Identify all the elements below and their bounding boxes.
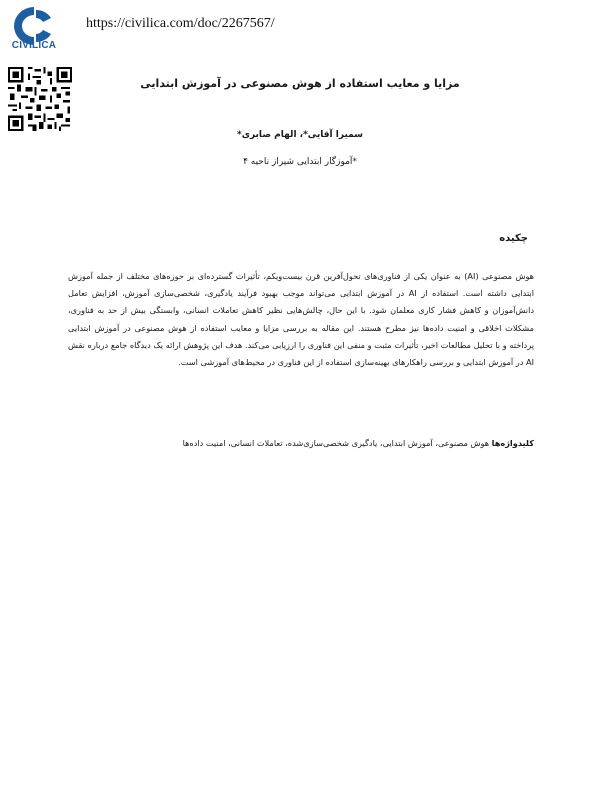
- paper-title: مزایا و معایب استفاده از هوش مصنوعی در آموزش ابتدایی: [140, 77, 460, 90]
- author-affiliation: *آموزگار ابتدایی شیراز ناحیه ۴: [243, 157, 357, 167]
- abstract-heading: چکیده: [499, 233, 528, 244]
- keywords-list: هوش مصنوعی، آموزش ابتدایی، یادگیری شخصی‌سازی‌شده، تعاملات انسانی، امنیت داده‌ها: [182, 438, 492, 448]
- abstract-text: هوش مصنوعی (AI) به عنوان یکی از فناوری‌های تحول‌آفرین قرن بیست‌ویکم، تأثیرات گسترده‌ای بر حوزه‌های مختلف از جمله آموزش ابتدایی داشته است. استفاده از AI در آموزش ابتدایی می‌تواند موجب بهبود فرآیند یادگیری، شخصی‌سازی آموزش، افزایش تعامل دانش‌آموزان و کاهش فشار کاری معلمان شود. با این حال، چالش‌هایی نظیر کاهش تعاملات انسانی، وابستگی بیش از حد به فناوری، مشکلات اخلاقی و امنیت داده‌ها نیز مطرح هستند. این مقاله به بررسی مزایا و معایب استفاده از هوش مصنوعی در آموزش ابتدایی پرداخته و با تحلیل مطالعات اخیر، تأثیرات مثبت و منفی این فناوری را ارزیابی می‌کند. هدف این پژوهش ارائه یک دیدگاه جامع درباره نقش AI در آموزش ابتدایی و بررسی راهکارهای بهینه‌سازی استفاده از این فناوری در محیط‌های آموزشی است.: [68, 271, 534, 368]
- document-url[interactable]: https://civilica.com/doc/2267567/: [86, 16, 275, 31]
- keywords: [68, 438, 534, 448]
- logo-text: CIVILICA: [11, 40, 57, 51]
- paper-authors: سمیرا آقایی*، الهام صابری*: [237, 130, 363, 140]
- keywords-label: کلیدواژه‌ها: [491, 438, 534, 448]
